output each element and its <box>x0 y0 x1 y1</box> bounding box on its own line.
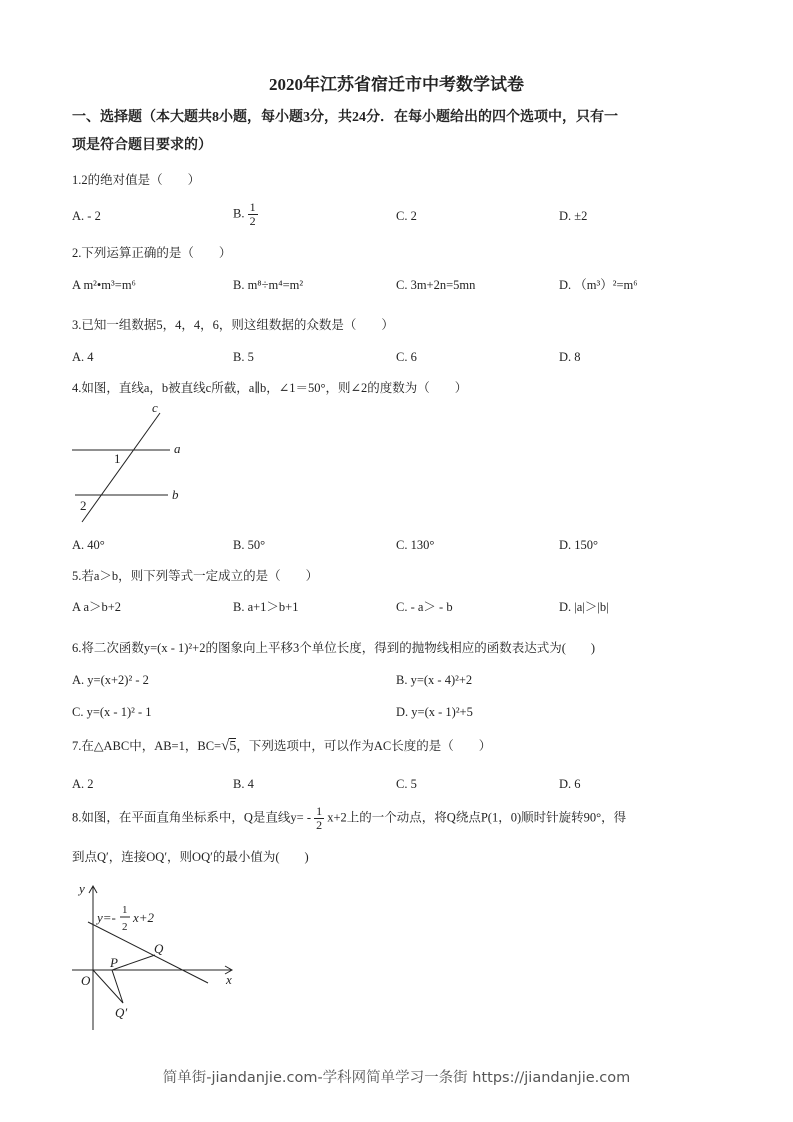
footer-watermark: 简单街-jiandanjie.com-学科网简单学习一条街 https://jiandanjie.com <box>162 1070 631 1086</box>
question-6: 6.将二次函数y=(x - 1)²+2的图象向上平移3个单位长度，得到的抛物线相应的函数表达式为( ) <box>72 641 596 655</box>
option: C. y=(x - 1)² - 1 <box>72 705 152 719</box>
option: D. 150° <box>559 538 599 552</box>
rotation-segments <box>93 955 155 1003</box>
parallel-lines-figure <box>72 400 181 522</box>
option: B. m⁸÷m⁴=m² <box>233 278 304 292</box>
option: B. a+1＞b+1 <box>233 600 299 614</box>
denominator: 2 <box>249 214 256 229</box>
line-graph <box>88 922 208 983</box>
angle-2-label: 2 <box>80 498 87 513</box>
option: A a＞b+2 <box>72 600 122 614</box>
label-c: c <box>152 400 158 415</box>
option: C. 2 <box>396 209 417 223</box>
question-1: 1.2的绝对值是（ ） <box>72 173 201 187</box>
line-c <box>82 413 160 522</box>
label-P: P <box>110 955 118 970</box>
option: C. - a＞ - b <box>396 600 453 614</box>
option: D. |a|＞|b| <box>559 600 609 614</box>
option: A m²•m³=m⁶ <box>72 278 136 292</box>
option: A. y=(x+2)² - 2 <box>72 673 149 687</box>
option: A. 2 <box>72 777 94 791</box>
page-title: 2020年江苏省宿迁市中考数学试卷 <box>269 75 524 94</box>
option: A. 40° <box>72 538 105 552</box>
line-equation-suffix: x+2 <box>133 910 155 925</box>
angle-1-label: 1 <box>114 451 121 466</box>
option: A. 4 <box>72 350 94 364</box>
sqrt-radicand: 5 <box>229 739 237 754</box>
option-label: B. <box>233 206 245 221</box>
label-Q-prime: Q′ <box>115 1005 128 1020</box>
stem-part: 8.如图，在平面直角坐标系中，Q是直线y= - <box>72 810 311 825</box>
question-2: 2.下列运算正确的是（ ） <box>72 246 232 260</box>
option: C. 130° <box>396 538 435 552</box>
label-b: b <box>172 487 179 502</box>
option: D. ±2 <box>559 209 588 223</box>
option: C. 5 <box>396 777 417 791</box>
label-O: O <box>81 973 91 988</box>
denominator: 2 <box>316 818 323 833</box>
label-Q: Q <box>154 941 164 956</box>
question-4: 4.如图，直线a，b被直线c所截，a∥b，∠1＝50°，则∠2的度数为（ ） <box>72 381 468 395</box>
eq-numerator: 1 <box>122 904 128 916</box>
eq-denominator: 2 <box>122 921 128 933</box>
coordinate-figure <box>72 881 232 1030</box>
question-5: 5.若a＞b，则下列等式一定成立的是（ ） <box>72 569 319 583</box>
option: A. - 2 <box>72 209 101 223</box>
stem-part: 7.在△ABC中，AB=1，BC= <box>72 739 222 753</box>
option: D. 8 <box>559 350 581 364</box>
sqrt-icon: √ <box>221 738 230 754</box>
question-8-line2: 到点Q′，连接OQ′，则OQ′的最小值为( ) <box>72 850 309 864</box>
question-7 <box>72 739 491 754</box>
option: B. 4 <box>233 777 254 791</box>
option: D. 6 <box>559 777 581 791</box>
option: B. 50° <box>233 538 266 552</box>
label-y: y <box>79 881 85 896</box>
question-3: 3.已知一组数据5，4，4，6，则这组数据的众数是（ ） <box>72 318 394 332</box>
question-8 <box>72 805 626 832</box>
label-x: x <box>226 972 232 987</box>
label-a: a <box>174 441 181 456</box>
stem-part: x+2上的一个动点，将Q绕点P(1，0)顺时针旋转90°，得 <box>327 810 627 825</box>
fraction <box>314 805 324 832</box>
line-equation-prefix: y=- <box>97 910 116 925</box>
option: D. y=(x - 1)²+5 <box>396 705 473 719</box>
numerator: 1 <box>249 200 256 214</box>
option: B. y=(x - 4)²+2 <box>396 673 473 687</box>
stem-part: ，下列选项中，可以作为AC长度的是（ ） <box>236 739 492 753</box>
option: C. 6 <box>396 350 417 364</box>
section-heading: 一、选择题（本大题共8小题，每小题3分，共24分．在每小题给出的四个选项中，只有一 <box>72 110 618 125</box>
numerator: 1 <box>316 804 323 818</box>
option: C. 3m+2n=5mn <box>396 278 476 292</box>
option: D. （m³）²=m⁶ <box>559 278 638 292</box>
option: B. 5 <box>233 350 254 364</box>
section-heading-cont: 项是符合题目要求的） <box>72 138 212 153</box>
